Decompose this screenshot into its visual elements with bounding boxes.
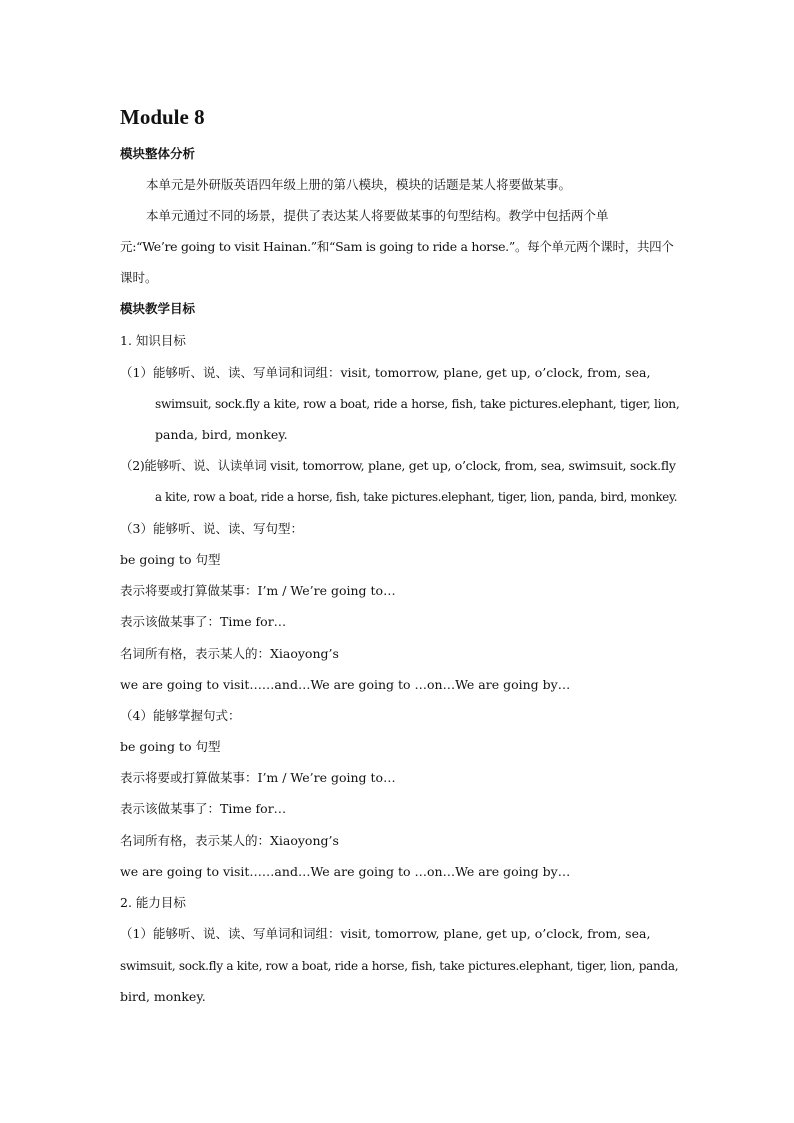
analysis-paragraph-2-line-3: 课时。	[120, 270, 158, 285]
analysis-paragraph-2-line-2: 元:“We’re going to visit Hainan.”和“Sam is going to ride a horse.”。每个单元两个课时，共四个	[120, 239, 674, 254]
knowledge-item-3: （3）能够听、说、读、写句型：	[120, 521, 303, 536]
ability-item-1-line-3: bird, monkey.	[120, 989, 206, 1004]
analysis-paragraph-1: 本单元是外研版英语四年级上册的第八模块，模块的话题是某人将要做某事。	[146, 177, 572, 192]
knowledge-item-1-line-2: swimsuit, sock.fly a kite, row a boat, ride a horse, fish, take pictures.elephant, tiger, lion,	[155, 397, 680, 411]
knowledge-item-4-pattern-d: 名词所有格，表示某人的：Xiaoyong’s	[120, 833, 339, 848]
knowledge-item-3-pattern-b: 表示将要或打算做某事：I’m / We’re going to…	[120, 583, 396, 598]
knowledge-goal-heading: 1. 知识目标	[120, 333, 186, 348]
ability-item-1-line-2: swimsuit, sock.fly a kite, row a boat, ride a horse, fish, take pictures.elephant, tiger, lion, panda,	[120, 959, 679, 973]
ability-item-1-line-1: （1）能够听、说、读、写单词和词组：visit, tomorrow, plane, get up, o’clock, from, sea,	[120, 926, 651, 941]
knowledge-item-4-pattern-c: 表示该做某事了：Time for…	[120, 801, 287, 816]
knowledge-item-3-pattern-e: we are going to visit……and…We are going to …on…We are going by…	[120, 677, 571, 692]
knowledge-item-1-line-3: panda, bird, monkey.	[155, 427, 288, 442]
knowledge-item-3-pattern-a: be going to 句型	[120, 552, 221, 567]
ability-goal-heading: 2. 能力目标	[120, 895, 186, 910]
analysis-paragraph-2-line-1: 本单元通过不同的场景，提供了表达某人将要做某事的句型结构。教学中包括两个单	[146, 208, 609, 223]
knowledge-item-4: （4）能够掌握句式：	[120, 708, 241, 723]
module-title: Module 8	[120, 105, 205, 129]
knowledge-item-4-pattern-b: 表示将要或打算做某事：I’m / We’re going to…	[120, 770, 396, 785]
knowledge-item-4-pattern-a: be going to 句型	[120, 739, 221, 754]
knowledge-item-3-pattern-d: 名词所有格，表示某人的：Xiaoyong’s	[120, 646, 339, 661]
knowledge-item-3-pattern-c: 表示该做某事了：Time for…	[120, 614, 287, 629]
knowledge-item-2-line-1: （2)能够听、说、认读单词 visit, tomorrow, plane, get up, o’clock, from, sea, swimsuit, sock.fly	[120, 458, 676, 473]
knowledge-item-2-line-2: a kite, row a boat, ride a horse, fish, take pictures.elephant, tiger, lion, panda, bird, monkey.	[155, 490, 678, 504]
section-heading-goals: 模块教学目标	[120, 301, 196, 316]
knowledge-item-4-pattern-e: we are going to visit……and…We are going to …on…We are going by…	[120, 864, 571, 879]
section-heading-analysis: 模块整体分析	[120, 146, 196, 161]
knowledge-item-1-line-1: （1）能够听、说、读、写单词和词组：visit, tomorrow, plane, get up, o’clock, from, sea,	[120, 365, 651, 380]
